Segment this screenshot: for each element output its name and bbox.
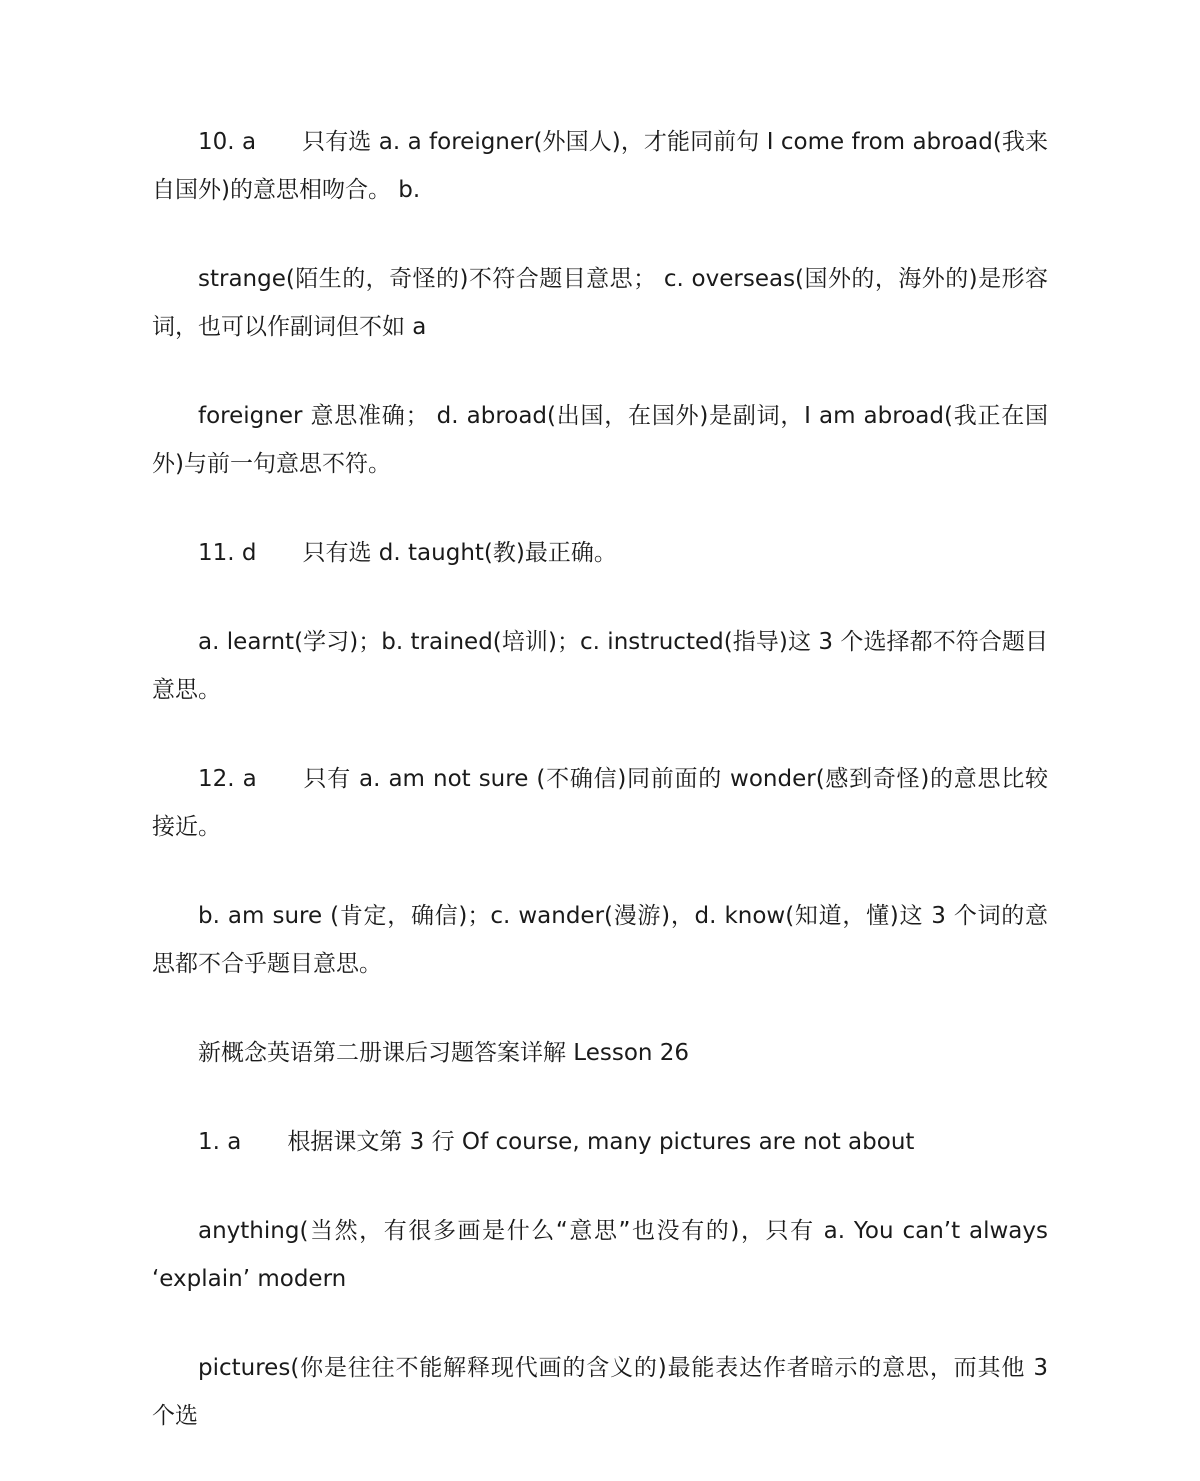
answer-paragraph-1-cont-1 bbox=[152, 1207, 1048, 1303]
answer-number: 1. a bbox=[198, 1129, 242, 1155]
lesson-heading bbox=[152, 1029, 1048, 1077]
paragraph-text: 新概念英语第二册课后习题答案详解 Lesson 26 bbox=[198, 1040, 690, 1066]
answer-paragraph-11-cont bbox=[152, 618, 1048, 714]
paragraph-text: 只有选 d. taught(教)最正确。 bbox=[302, 540, 617, 566]
answer-paragraph-12-cont bbox=[152, 892, 1048, 988]
answer-paragraph-11 bbox=[152, 529, 1048, 577]
paragraph-text: foreigner 意思准确； d. abroad(出国，在国外)是副词，I am abroad(我正在国外)与前一句意思不符。 bbox=[152, 403, 1048, 477]
document-page bbox=[152, 118, 1048, 1481]
answer-number: 10. a bbox=[198, 129, 257, 155]
answer-paragraph-10-cont-1 bbox=[152, 255, 1048, 351]
paragraph-text: anything(当然，有很多画是什么“意思”也没有的)，只有 a. You can’t always ‘explain’ modern bbox=[152, 1218, 1048, 1292]
answer-number: 12. a bbox=[198, 766, 257, 792]
paragraph-text: a. learnt(学习)；b. trained(培训)；c. instructed(指导)这 3 个选择都不符合题目意思。 bbox=[152, 629, 1048, 703]
answer-paragraph-12 bbox=[152, 755, 1048, 851]
paragraph-text: 只有选 a. a foreigner(外国人)，才能同前句 I come from abroad(我来自国外)的意思相吻合。 b. bbox=[152, 129, 1048, 203]
paragraph-text: b. am sure (肯定，确信)；c. wander(漫游)，d. know(知道，懂)这 3 个词的意思都不合乎题目意思。 bbox=[152, 903, 1048, 977]
paragraph-text: 根据课文第 3 行 Of course, many pictures are not about bbox=[287, 1129, 915, 1155]
answer-paragraph-10 bbox=[152, 118, 1048, 214]
paragraph-text: pictures(你是往往不能解释现代画的含义的)最能表达作者暗示的意思，而其他 3 个选 bbox=[152, 1355, 1048, 1429]
paragraph-text: 只有 a. am not sure (不确信)同前面的 wonder(感到奇怪)的意思比较接近。 bbox=[152, 766, 1048, 840]
answer-paragraph-10-cont-2 bbox=[152, 392, 1048, 488]
answer-number: 11. d bbox=[198, 540, 257, 566]
paragraph-text: strange(陌生的，奇怪的)不符合题目意思； c. overseas(国外的，海外的)是形容词，也可以作副词但不如 a bbox=[152, 266, 1048, 340]
answer-paragraph-1 bbox=[152, 1118, 1048, 1166]
